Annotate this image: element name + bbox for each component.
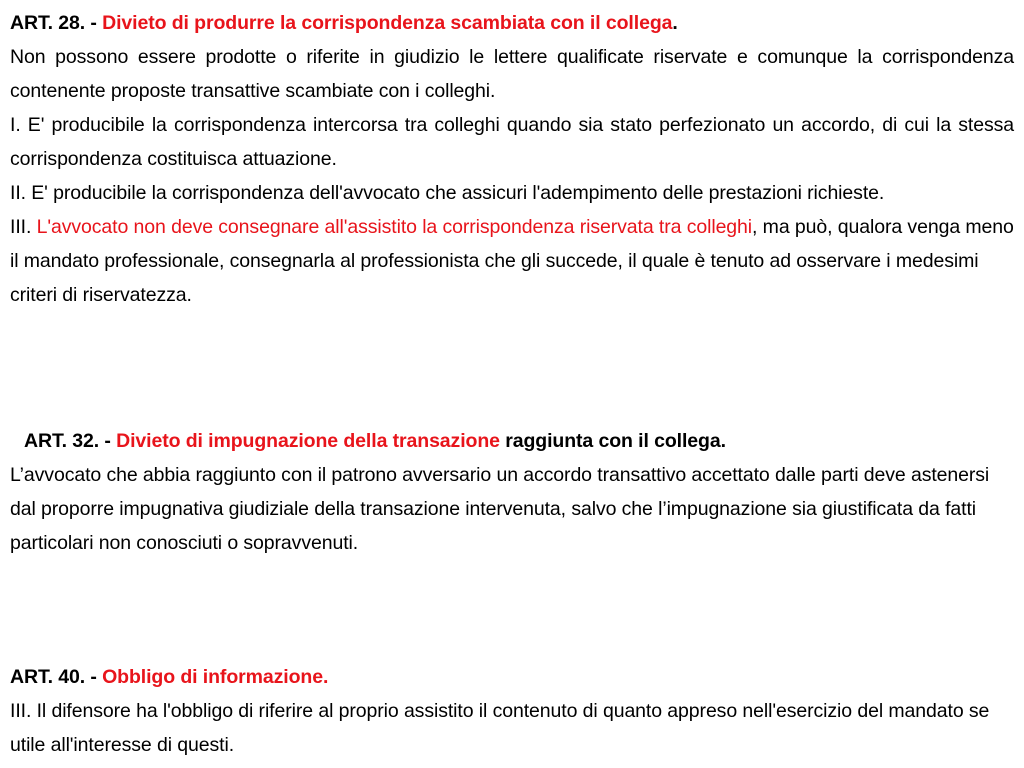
- article-28-item-3-prefix: III.: [10, 216, 37, 238]
- article-32-title: Divieto di impugnazione della transazione: [116, 430, 500, 452]
- article-28: [10, 6, 1014, 312]
- article-40-number: ART. 40. -: [10, 666, 103, 688]
- article-28-title: Divieto di produrre la corrispondenza scambiata con il collega: [102, 12, 673, 34]
- article-40: [10, 660, 1012, 762]
- article-28-body: Non possono essere prodotte o riferite in giudizio le lettere qualificate riservate e comunque la corrispondenza contenente proposte transattive scambiate con i colleghi.: [10, 46, 1014, 102]
- article-28-item-3-highlight: L'avvocato non deve consegnare all'assistito la corrispondenza riservata tra colleghi: [36, 216, 753, 238]
- article-40-title: Obbligo di informazione.: [102, 666, 329, 688]
- article-40-body: III. Il difensore ha l'obbligo di riferire al proprio assistito il contenuto di quanto appreso nell'esercizio del mandato se utile all'interesse di questi.: [10, 700, 990, 756]
- article-28-item-2: II. E' producibile la corrispondenza dell'avvocato che assicuri l'adempimento delle prestazioni richieste.: [10, 182, 885, 204]
- article-28-item-1: I. E' producibile la corrispondenza intercorsa tra colleghi quando sia stato perfezionato un accordo, di cui la stessa corrispondenza costituisca attuazione.: [10, 114, 1014, 170]
- article-32-number: ART. 32. -: [24, 430, 117, 452]
- article-32-heading: [10, 424, 1002, 458]
- article-28-heading: [10, 6, 1014, 40]
- article-32-body: L’avvocato che abbia raggiunto con il patrono avversario un accordo transattivo accettato dalle parti deve astenersi dal proporre impugnativa giudiziale della transazione intervenuta, salvo che l’impugnazione sia giustificata da fatti particolari non conosciuti o sopravvenuti.: [10, 464, 990, 554]
- article-28-heading-end: .: [672, 12, 678, 34]
- article-32-heading-end: raggiunta con il collega.: [499, 430, 726, 452]
- article-40-heading: [10, 660, 1012, 694]
- article-28-item-3: [10, 210, 1014, 312]
- article-28-item-3-rest: , ma può, qualora venga meno il mandato professionale, consegnarla al professionista che gli succede, il quale è tenuto ad osservare i medesimi criteri di riservatezza.: [10, 216, 1014, 306]
- article-32: [10, 424, 1002, 560]
- article-28-number: ART. 28. -: [10, 12, 103, 34]
